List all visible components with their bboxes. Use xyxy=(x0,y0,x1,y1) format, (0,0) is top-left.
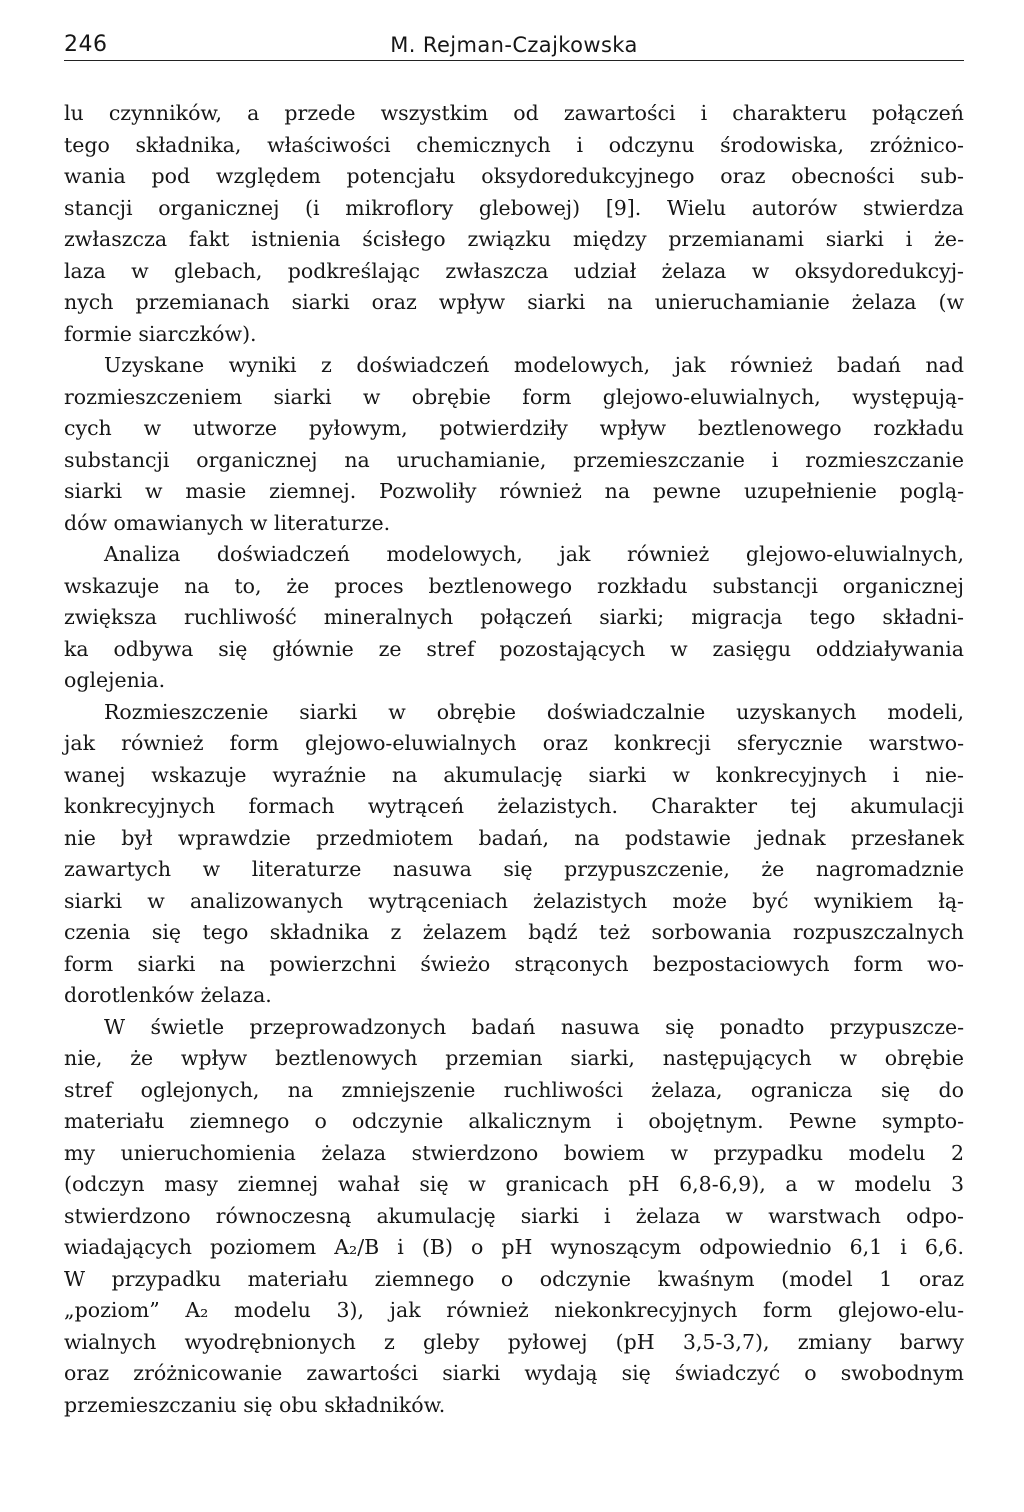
text-line: nie, że wpływ beztlenowych przemian siarki, następujących w obrębie xyxy=(64,1046,964,1070)
paragraph xyxy=(64,350,964,539)
text-line: Analiza doświadczeń modelowych, jak również glejowo-eluwialnych, xyxy=(104,542,964,566)
text-line: Uzyskane wyniki z doświadczeń modelowych, jak również badań nad xyxy=(104,353,964,377)
text-line: my unieruchomienia żelaza stwierdzono bowiem w przypadku modelu 2 xyxy=(64,1140,964,1165)
running-head: M. Rejman-Czajkowska xyxy=(390,33,638,57)
text-line: stwierdzono równoczesną akumulację siarki i żelaza w warstwach odpo- xyxy=(64,1203,964,1228)
paragraph xyxy=(64,697,964,1012)
text-line: wskazuje na to, że proces beztlenowego rozkładu substancji organicznej xyxy=(64,573,964,598)
text-line: przemieszczaniu się obu składników. xyxy=(64,1392,446,1417)
text-line: oglejenia. xyxy=(64,668,166,692)
text-line: cych w utworze pyłowym, potwierdziły wpływ beztlenowego rozkładu xyxy=(64,416,964,440)
text-line: ka odbywa się głównie ze stref pozostających w zasięgu oddziaływania xyxy=(64,636,964,661)
text-line: substancji organicznej na uruchamianie, przemieszczanie i rozmieszczanie xyxy=(64,447,964,472)
page-number: 246 xyxy=(64,32,108,57)
text-line: „poziom” A₂ modelu 3), jak również niekonkrecyjnych form glejowo-elu- xyxy=(64,1298,964,1322)
text-line: siarki w analizowanych wytrąceniach żelazistych może być wynikiem łą- xyxy=(64,888,964,913)
text-line: zwiększa ruchliwość mineralnych połączeń siarki; migracja tego składni- xyxy=(64,605,964,629)
text-line: siarki w masie ziemnej. Pozwoliły również na pewne uzupełnienie poglą- xyxy=(64,479,964,503)
paragraph xyxy=(64,1012,964,1422)
text-line: formie siarczków). xyxy=(64,321,257,346)
paragraph xyxy=(64,539,964,697)
text-line: form siarki na powierzchni świeżo strąconych bezpostaciowych form wo- xyxy=(64,951,964,976)
text-line: stref oglejonych, na zmniejszenie ruchliwości żelaza, ogranicza się do xyxy=(64,1077,964,1102)
text-line: laza w glebach, podkreślając zwłaszcza udział żelaza w oksydoredukcyj- xyxy=(64,258,964,283)
document-page xyxy=(64,30,964,1417)
text-line: nych przemianach siarki oraz wpływ siarki na unieruchamianie żelaza (w xyxy=(64,290,964,314)
text-line: oraz zróżnicowanie zawartości siarki wydają się świadczyć o swobodnym xyxy=(64,1361,964,1385)
text-line: stancji organicznej (i mikroflory glebowej) [9]. Wielu autorów stwierdza xyxy=(64,195,964,220)
page-header xyxy=(64,30,964,60)
text-line: Rozmieszczenie siarki w obrębie doświadczalnie uzyskanych modeli, xyxy=(104,699,964,724)
paragraph xyxy=(64,98,964,350)
text-line: rozmieszczeniem siarki w obrębie form glejowo-eluwialnych, występują- xyxy=(64,384,964,409)
text-line: zwłaszcza fakt istnienia ścisłego związku między przemianami siarki i że- xyxy=(64,227,964,251)
text-line: konkrecyjnych formach wytrąceń żelazistych. Charakter tej akumulacji xyxy=(64,794,964,818)
header-rule xyxy=(64,60,964,61)
text-line: materiału ziemnego o odczynie alkalicznym i obojętnym. Pewne sympto- xyxy=(64,1109,964,1133)
text-line: dów omawianych w literaturze. xyxy=(64,510,391,535)
text-line: W świetle przeprowadzonych badań nasuwa się ponadto przypuszcze- xyxy=(104,1014,964,1039)
text-line: wialnych wyodrębnionych z gleby pyłowej (pH 3,5-3,7), zmiany barwy xyxy=(64,1329,964,1354)
text-line: czenia się tego składnika z żelazem bądź też sorbowania rozpuszczalnych xyxy=(64,920,964,944)
text-line: zawartych w literaturze nasuwa się przypuszczenie, że nagromadznie xyxy=(64,857,964,881)
text-line: W przypadku materiału ziemnego o odczynie kwaśnym (model 1 oraz xyxy=(64,1266,964,1291)
text-line: wiadających poziomem A₂/B i (B) o pH wynoszącym odpowiednio 6,1 i 6,6. xyxy=(64,1235,964,1259)
text-line: jak również form glejowo-eluwialnych oraz konkrecji sferycznie warstwo- xyxy=(64,731,964,755)
text-line: tego składnika, właściwości chemicznych i odczynu środowiska, zróżnico- xyxy=(64,132,964,157)
text-line: (odczyn masy ziemnej wahał się w granicach pH 6,8-6,9), a w modelu 3 xyxy=(64,1172,964,1196)
text-line: dorotlenków żelaza. xyxy=(64,983,272,1007)
text-line: lu czynników, a przede wszystkim od zawartości i charakteru połączeń xyxy=(64,101,964,125)
text-line: wania pod względem potencjału oksydoredukcyjnego oraz obecności sub- xyxy=(64,164,964,188)
body-text xyxy=(64,98,964,1421)
text-line: wanej wskazuje wyraźnie na akumulację siarki w konkrecyjnych i nie- xyxy=(64,762,964,787)
text-line: nie był wprawdzie przedmiotem badań, na podstawie jednak przesłanek xyxy=(64,825,964,850)
